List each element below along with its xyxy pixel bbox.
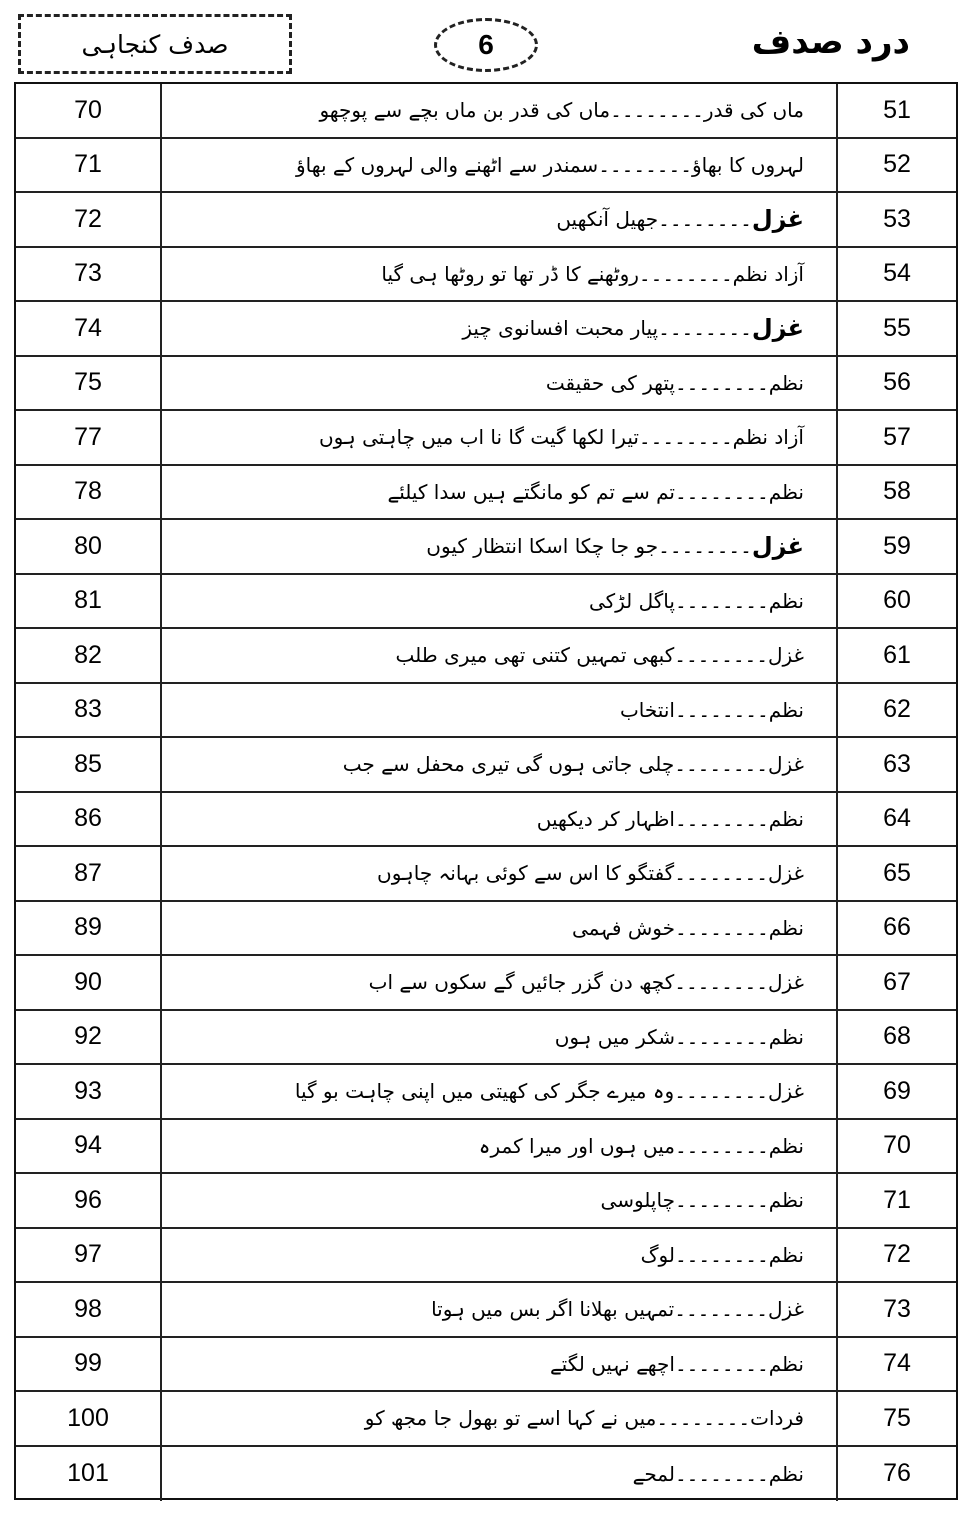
table-row bbox=[16, 411, 956, 466]
row-separator: ۔۔۔۔۔۔۔۔ bbox=[674, 1461, 769, 1486]
row-title-cell bbox=[162, 1447, 836, 1502]
row-separator: ۔۔۔۔۔۔۔۔ bbox=[674, 643, 768, 668]
row-title-cell bbox=[162, 193, 836, 246]
row-separator: ۔۔۔۔۔۔۔۔ bbox=[638, 261, 733, 286]
row-title: اظہار کر دیکھیں bbox=[536, 806, 675, 831]
row-page-number: 75 bbox=[16, 357, 162, 410]
row-genre: فردات bbox=[750, 1406, 804, 1431]
row-title-cell bbox=[162, 738, 836, 791]
table-row bbox=[16, 1338, 956, 1393]
row-separator: ۔۔۔۔۔۔۔۔ bbox=[674, 1351, 769, 1376]
table-row bbox=[16, 520, 956, 575]
row-serial-number: 56 bbox=[836, 357, 956, 410]
row-title-cell bbox=[162, 902, 836, 955]
row-page-number: 100 bbox=[16, 1392, 162, 1445]
row-title-cell bbox=[162, 1338, 836, 1391]
row-genre: غزل bbox=[751, 205, 804, 234]
row-serial-number: 57 bbox=[836, 411, 956, 464]
row-title-cell bbox=[162, 248, 836, 301]
row-serial-number: 64 bbox=[836, 793, 956, 846]
table-row bbox=[16, 847, 956, 902]
row-separator: ۔۔۔۔۔۔۔۔ bbox=[674, 1297, 768, 1322]
table-row bbox=[16, 139, 956, 194]
row-page-number: 83 bbox=[16, 684, 162, 737]
book-title: درد صدف bbox=[751, 22, 910, 62]
row-page-number: 85 bbox=[16, 738, 162, 791]
row-page-number: 92 bbox=[16, 1011, 162, 1064]
row-title: اچھے نہیں لگتے bbox=[549, 1351, 675, 1376]
row-page-number: 101 bbox=[16, 1447, 162, 1502]
row-separator: ۔۔۔۔۔۔۔۔ bbox=[674, 479, 769, 504]
table-row bbox=[16, 902, 956, 957]
row-title: چاپلوسی bbox=[600, 1188, 675, 1213]
row-page-number: 94 bbox=[16, 1120, 162, 1173]
row-serial-number: 58 bbox=[836, 466, 956, 519]
row-genre: نظم bbox=[768, 1024, 804, 1049]
row-separator: ۔۔۔۔۔۔۔۔ bbox=[674, 915, 769, 940]
row-genre: نظم bbox=[768, 806, 804, 831]
row-title-cell bbox=[162, 520, 836, 573]
row-title: خوش فہمی bbox=[571, 915, 675, 940]
row-genre: نظم bbox=[768, 697, 804, 722]
table-row bbox=[16, 1447, 956, 1502]
row-separator: ۔۔۔۔۔۔۔۔ bbox=[674, 1133, 769, 1158]
row-page-number: 81 bbox=[16, 575, 162, 628]
row-title-cell bbox=[162, 139, 836, 192]
row-separator: ۔۔۔۔۔۔۔۔ bbox=[674, 1024, 769, 1049]
row-separator: ۔۔۔۔۔۔۔۔ bbox=[658, 207, 752, 232]
table-row bbox=[16, 1120, 956, 1175]
row-genre: غزل bbox=[767, 643, 804, 668]
row-serial-number: 61 bbox=[836, 629, 956, 682]
row-separator: ۔۔۔۔۔۔۔۔ bbox=[674, 1079, 768, 1104]
row-title-cell bbox=[162, 847, 836, 900]
row-genre: غزل bbox=[751, 314, 804, 343]
row-page-number: 93 bbox=[16, 1065, 162, 1118]
row-genre: نظم bbox=[768, 370, 804, 395]
row-separator: ۔۔۔۔۔۔۔۔ bbox=[674, 861, 768, 886]
row-title-cell bbox=[162, 1065, 836, 1118]
table-of-contents bbox=[14, 82, 958, 1500]
row-page-number: 98 bbox=[16, 1283, 162, 1336]
author-name: صدف کنجاہی bbox=[81, 29, 229, 59]
table-row bbox=[16, 1011, 956, 1066]
row-separator: ۔۔۔۔۔۔۔۔ bbox=[674, 806, 769, 831]
row-title-cell bbox=[162, 1011, 836, 1064]
row-title: ماں کی قدر بن ماں بچے سے پوچھو bbox=[319, 98, 611, 123]
author-name-box bbox=[18, 14, 292, 74]
row-serial-number: 75 bbox=[836, 1392, 956, 1445]
table-row bbox=[16, 357, 956, 412]
row-genre: غزل bbox=[767, 970, 804, 995]
row-genre: نظم bbox=[768, 1188, 804, 1213]
row-title: سمندر سے اٹھنے والی لہروں کے بھاؤ bbox=[296, 152, 599, 177]
table-row bbox=[16, 1283, 956, 1338]
row-title: میں نے کہا اسے تو بھول جا مجھ کو bbox=[364, 1406, 657, 1431]
row-genre: غزل bbox=[767, 1079, 804, 1104]
row-title: کچھ دن گزر جائیں گے سکوں سے اب bbox=[368, 970, 675, 995]
row-title-cell bbox=[162, 466, 836, 519]
row-separator: ۔۔۔۔۔۔۔۔ bbox=[658, 534, 752, 559]
row-separator: ۔۔۔۔۔۔۔۔ bbox=[674, 588, 769, 613]
row-genre: غزل bbox=[751, 532, 804, 561]
row-separator: ۔۔۔۔۔۔۔۔ bbox=[674, 1242, 769, 1267]
row-serial-number: 71 bbox=[836, 1174, 956, 1227]
row-genre: نظم bbox=[768, 1133, 804, 1158]
row-title-cell bbox=[162, 84, 836, 137]
row-separator: ۔۔۔۔۔۔۔۔ bbox=[658, 316, 752, 341]
row-page-number: 96 bbox=[16, 1174, 162, 1227]
row-title: تم سے تم کو مانگتے ہیں سدا کیلئے bbox=[387, 479, 675, 504]
row-serial-number: 70 bbox=[836, 1120, 956, 1173]
row-page-number: 87 bbox=[16, 847, 162, 900]
row-serial-number: 60 bbox=[836, 575, 956, 628]
row-genre: آزاد نظم bbox=[732, 261, 804, 286]
row-serial-number: 55 bbox=[836, 302, 956, 355]
row-serial-number: 72 bbox=[836, 1229, 956, 1282]
row-title: کبھی تمہیں کتنی تھی میری طلب bbox=[395, 643, 675, 668]
row-genre: نظم bbox=[768, 479, 804, 504]
row-genre: نظم bbox=[768, 1351, 804, 1376]
row-genre: لہروں کا بھاؤ bbox=[691, 152, 804, 177]
row-title-cell bbox=[162, 1120, 836, 1173]
table-row bbox=[16, 302, 956, 357]
row-serial-number: 54 bbox=[836, 248, 956, 301]
row-separator: ۔۔۔۔۔۔۔۔ bbox=[638, 425, 733, 450]
page-number: 6 bbox=[478, 29, 494, 60]
table-row bbox=[16, 629, 956, 684]
row-genre: نظم bbox=[768, 1461, 804, 1486]
row-genre: غزل bbox=[767, 1297, 804, 1322]
row-title: انتخاب bbox=[619, 697, 675, 722]
table-row bbox=[16, 1174, 956, 1229]
row-serial-number: 52 bbox=[836, 139, 956, 192]
table-row bbox=[16, 684, 956, 739]
row-title: پاگل لڑکی bbox=[588, 588, 675, 613]
row-page-number: 70 bbox=[16, 84, 162, 137]
row-separator: ۔۔۔۔۔۔۔۔ bbox=[674, 752, 768, 777]
row-page-number: 99 bbox=[16, 1338, 162, 1391]
row-serial-number: 67 bbox=[836, 956, 956, 1009]
row-serial-number: 76 bbox=[836, 1447, 956, 1502]
row-page-number: 78 bbox=[16, 466, 162, 519]
table-row bbox=[16, 84, 956, 139]
table-row bbox=[16, 575, 956, 630]
table-row bbox=[16, 466, 956, 521]
row-serial-number: 62 bbox=[836, 684, 956, 737]
table-row bbox=[16, 1229, 956, 1284]
row-page-number: 77 bbox=[16, 411, 162, 464]
table-row bbox=[16, 193, 956, 248]
row-serial-number: 51 bbox=[836, 84, 956, 137]
row-serial-number: 68 bbox=[836, 1011, 956, 1064]
row-serial-number: 63 bbox=[836, 738, 956, 791]
row-title-cell bbox=[162, 357, 836, 410]
row-genre: ماں کی قدر bbox=[703, 98, 804, 123]
row-separator: ۔۔۔۔۔۔۔۔ bbox=[656, 1406, 751, 1431]
row-page-number: 86 bbox=[16, 793, 162, 846]
table-row bbox=[16, 956, 956, 1011]
row-separator: ۔۔۔۔۔۔۔۔ bbox=[598, 152, 692, 177]
row-title: لوگ bbox=[640, 1242, 675, 1267]
row-title: چلی جاتی ہوں گی تیری محفل سے جب bbox=[342, 752, 675, 777]
row-genre: غزل bbox=[767, 861, 804, 886]
row-title: روٹھنے کا ڈر تھا تو روٹھا ہی گیا bbox=[381, 261, 639, 286]
row-title: پتھر کی حقیقت bbox=[545, 370, 675, 395]
row-title-cell bbox=[162, 629, 836, 682]
row-title-cell bbox=[162, 302, 836, 355]
table-row bbox=[16, 1065, 956, 1120]
row-serial-number: 66 bbox=[836, 902, 956, 955]
row-page-number: 90 bbox=[16, 956, 162, 1009]
row-page-number: 89 bbox=[16, 902, 162, 955]
row-genre: آزاد نظم bbox=[732, 425, 804, 450]
row-title: جو جا چکا اسکا انتظار کیوں bbox=[426, 534, 659, 559]
row-title: میں ہوں اور میرا کمرہ bbox=[478, 1133, 675, 1158]
row-separator: ۔۔۔۔۔۔۔۔ bbox=[674, 1188, 769, 1213]
row-title: لمحے bbox=[632, 1461, 675, 1486]
row-page-number: 72 bbox=[16, 193, 162, 246]
row-title: شکر میں ہوں bbox=[554, 1024, 675, 1049]
row-title-cell bbox=[162, 684, 836, 737]
row-page-number: 97 bbox=[16, 1229, 162, 1282]
row-title-cell bbox=[162, 956, 836, 1009]
row-page-number: 71 bbox=[16, 139, 162, 192]
page-number-oval bbox=[434, 18, 538, 72]
row-page-number: 82 bbox=[16, 629, 162, 682]
row-serial-number: 74 bbox=[836, 1338, 956, 1391]
row-separator: ۔۔۔۔۔۔۔۔ bbox=[610, 98, 704, 123]
row-title: پیار محبت افسانوی چیز bbox=[462, 316, 659, 341]
row-title: تمہیں بھلانا اگر بس میں ہوتا bbox=[431, 1297, 675, 1322]
row-title-cell bbox=[162, 411, 836, 464]
row-serial-number: 53 bbox=[836, 193, 956, 246]
row-separator: ۔۔۔۔۔۔۔۔ bbox=[674, 970, 768, 995]
row-title-cell bbox=[162, 1229, 836, 1282]
row-title-cell bbox=[162, 1283, 836, 1336]
row-title: گفتگو کا اس سے کوئی بہانہ چاہوں bbox=[377, 861, 675, 886]
row-page-number: 73 bbox=[16, 248, 162, 301]
table-row bbox=[16, 1392, 956, 1447]
row-genre: غزل bbox=[767, 752, 804, 777]
table-row bbox=[16, 738, 956, 793]
row-title-cell bbox=[162, 1174, 836, 1227]
row-separator: ۔۔۔۔۔۔۔۔ bbox=[674, 370, 769, 395]
table-row bbox=[16, 793, 956, 848]
page-header bbox=[0, 0, 968, 82]
row-title-cell bbox=[162, 575, 836, 628]
row-title-cell bbox=[162, 1392, 836, 1445]
row-genre: نظم bbox=[768, 588, 804, 613]
row-serial-number: 73 bbox=[836, 1283, 956, 1336]
row-title: تیرا لکھا گیت گا نا اب میں چاہتی ہوں bbox=[318, 425, 639, 450]
row-page-number: 74 bbox=[16, 302, 162, 355]
row-title-cell bbox=[162, 793, 836, 846]
table-row bbox=[16, 248, 956, 303]
row-serial-number: 59 bbox=[836, 520, 956, 573]
row-title: جھیل آنکھیں bbox=[556, 207, 659, 232]
row-serial-number: 65 bbox=[836, 847, 956, 900]
row-page-number: 80 bbox=[16, 520, 162, 573]
row-separator: ۔۔۔۔۔۔۔۔ bbox=[674, 697, 769, 722]
row-title: وہ میرے جگر کی کھیتی میں اپنی چاہت بو گیا bbox=[294, 1079, 675, 1104]
row-serial-number: 69 bbox=[836, 1065, 956, 1118]
row-genre: نظم bbox=[768, 915, 804, 940]
row-genre: نظم bbox=[768, 1242, 804, 1267]
